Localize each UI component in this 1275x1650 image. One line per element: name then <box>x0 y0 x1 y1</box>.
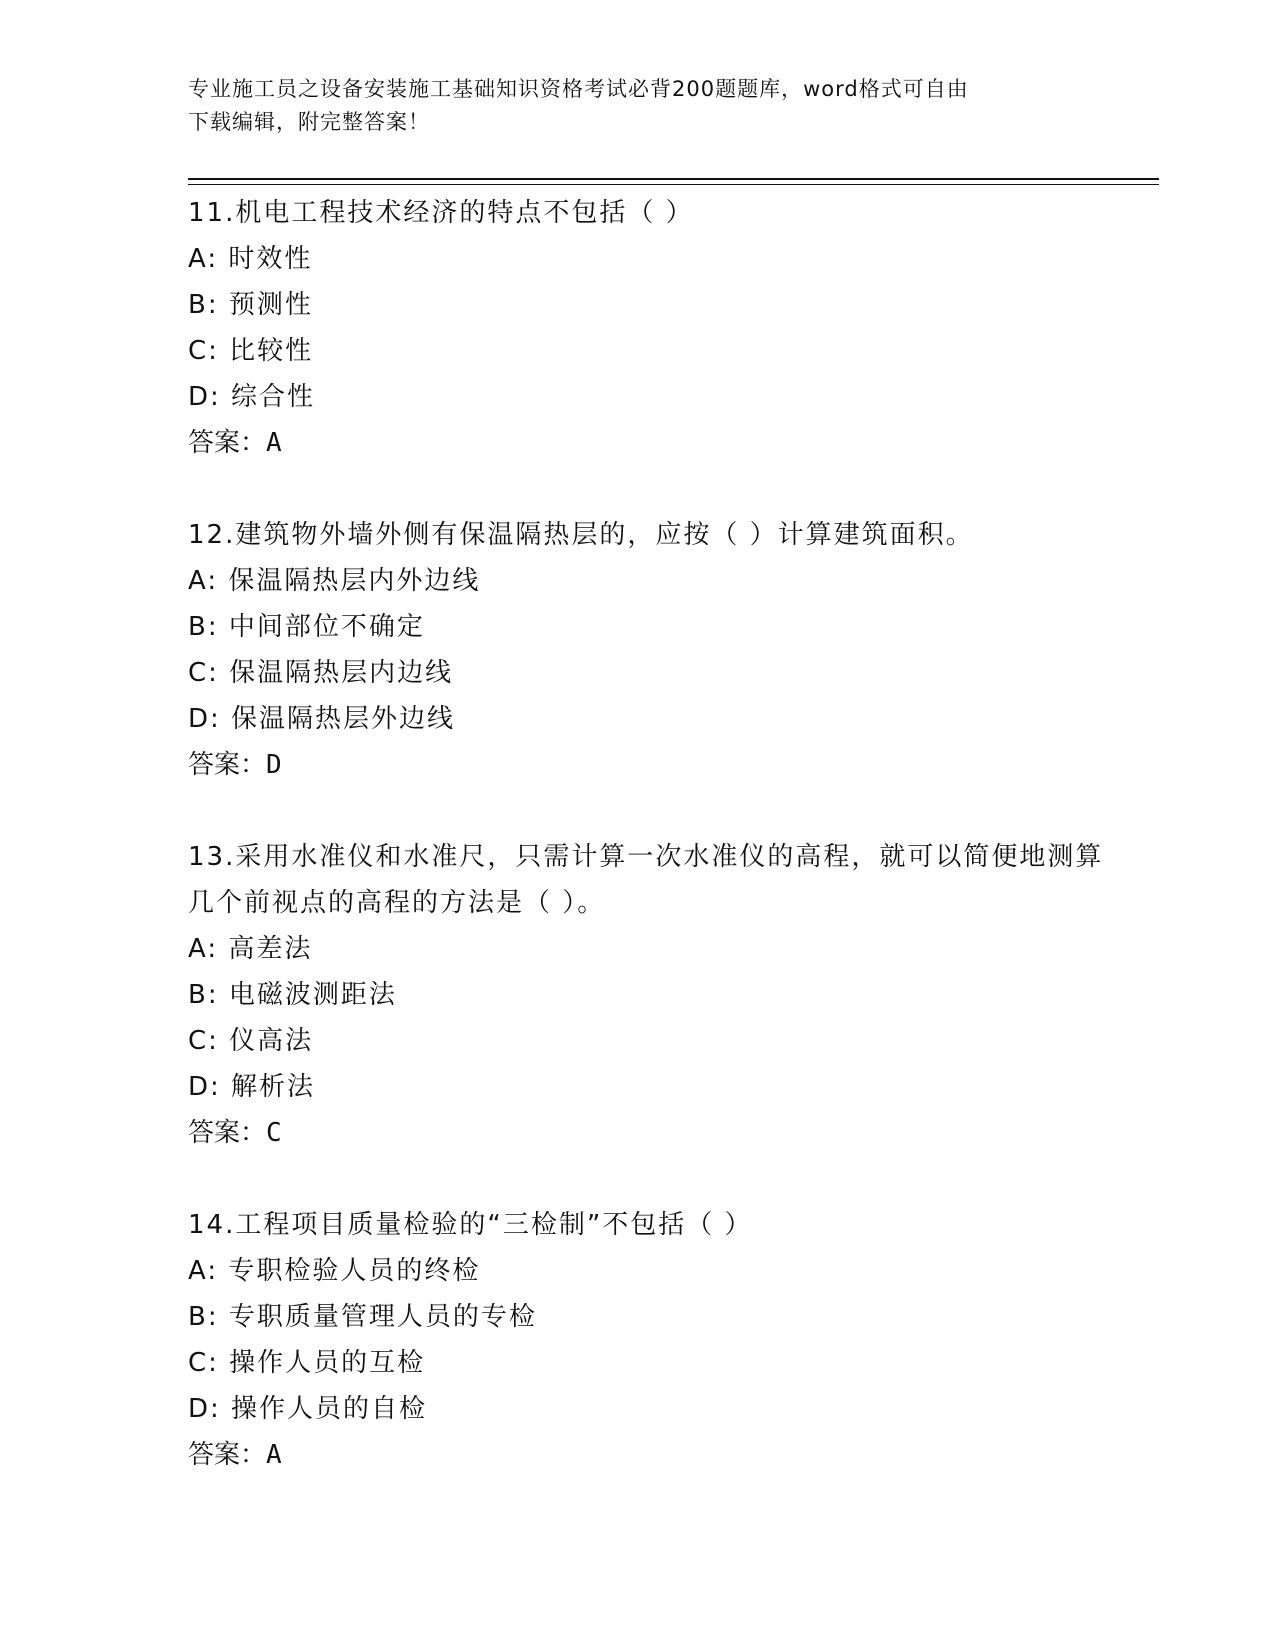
question-stem: 11.机电工程技术经济的特点不包括（ ） <box>188 198 694 228</box>
option-d: D: 综合性 <box>188 382 316 412</box>
option-b: B: 中间部位不确定 <box>188 612 425 642</box>
header-line-1: 专业施工员之设备安装施工基础知识资格考试必背200题题库，word格式可自由 <box>188 77 969 101</box>
header-divider-thin <box>188 184 1159 185</box>
option-a: A: 保温隔热层内外边线 <box>188 566 481 596</box>
option-b: B: 预测性 <box>188 290 313 320</box>
answer-line <box>188 742 1128 788</box>
option-a: A: 时效性 <box>188 244 313 274</box>
answer-label: 答案： <box>188 1118 267 1148</box>
option-d: D: 解析法 <box>188 1072 316 1102</box>
answer-label: 答案： <box>188 1440 267 1470</box>
question-stem: 13.采用水准仪和水准尺，只需计算一次水准仪的高程，就可以简便地测算几个前视点的高程的方法是（ ）。 <box>188 842 1104 918</box>
option-a: A: 高差法 <box>188 934 313 964</box>
question-12 <box>188 512 1128 788</box>
answer-value: C <box>266 1118 282 1148</box>
document-header <box>188 73 1088 139</box>
option-c: C: 仪高法 <box>188 1026 314 1056</box>
option-d: D: 保温隔热层外边线 <box>188 704 456 734</box>
answer-value: D <box>266 750 282 780</box>
question-14 <box>188 1202 1128 1478</box>
option-d: D: 操作人员的自检 <box>188 1394 428 1424</box>
header-line-2: 下载编辑，附完整答案！ <box>188 110 430 134</box>
option-c: C: 操作人员的互检 <box>188 1348 426 1378</box>
option-a: A: 专职检验人员的终检 <box>188 1256 481 1286</box>
answer-label: 答案： <box>188 750 267 780</box>
answer-value: A <box>266 428 282 458</box>
option-c: C: 比较性 <box>188 336 314 366</box>
option-c: C: 保温隔热层内边线 <box>188 658 454 688</box>
option-b: B: 电磁波测距法 <box>188 980 397 1010</box>
answer-label: 答案： <box>188 428 267 458</box>
question-list <box>188 190 1128 1524</box>
answer-value: A <box>266 1440 282 1470</box>
question-13 <box>188 834 1128 1156</box>
question-11 <box>188 190 1128 466</box>
answer-line <box>188 1432 1128 1478</box>
question-stem: 12.建筑物外墙外侧有保温隔热层的，应按（ ）计算建筑面积。 <box>188 520 974 550</box>
header-divider-thick <box>188 178 1159 180</box>
answer-line <box>188 1110 1128 1156</box>
option-b: B: 专职质量管理人员的专检 <box>188 1302 537 1332</box>
question-stem: 14.工程项目质量检验的“三检制”不包括（ ） <box>188 1210 753 1240</box>
answer-line <box>188 420 1128 466</box>
